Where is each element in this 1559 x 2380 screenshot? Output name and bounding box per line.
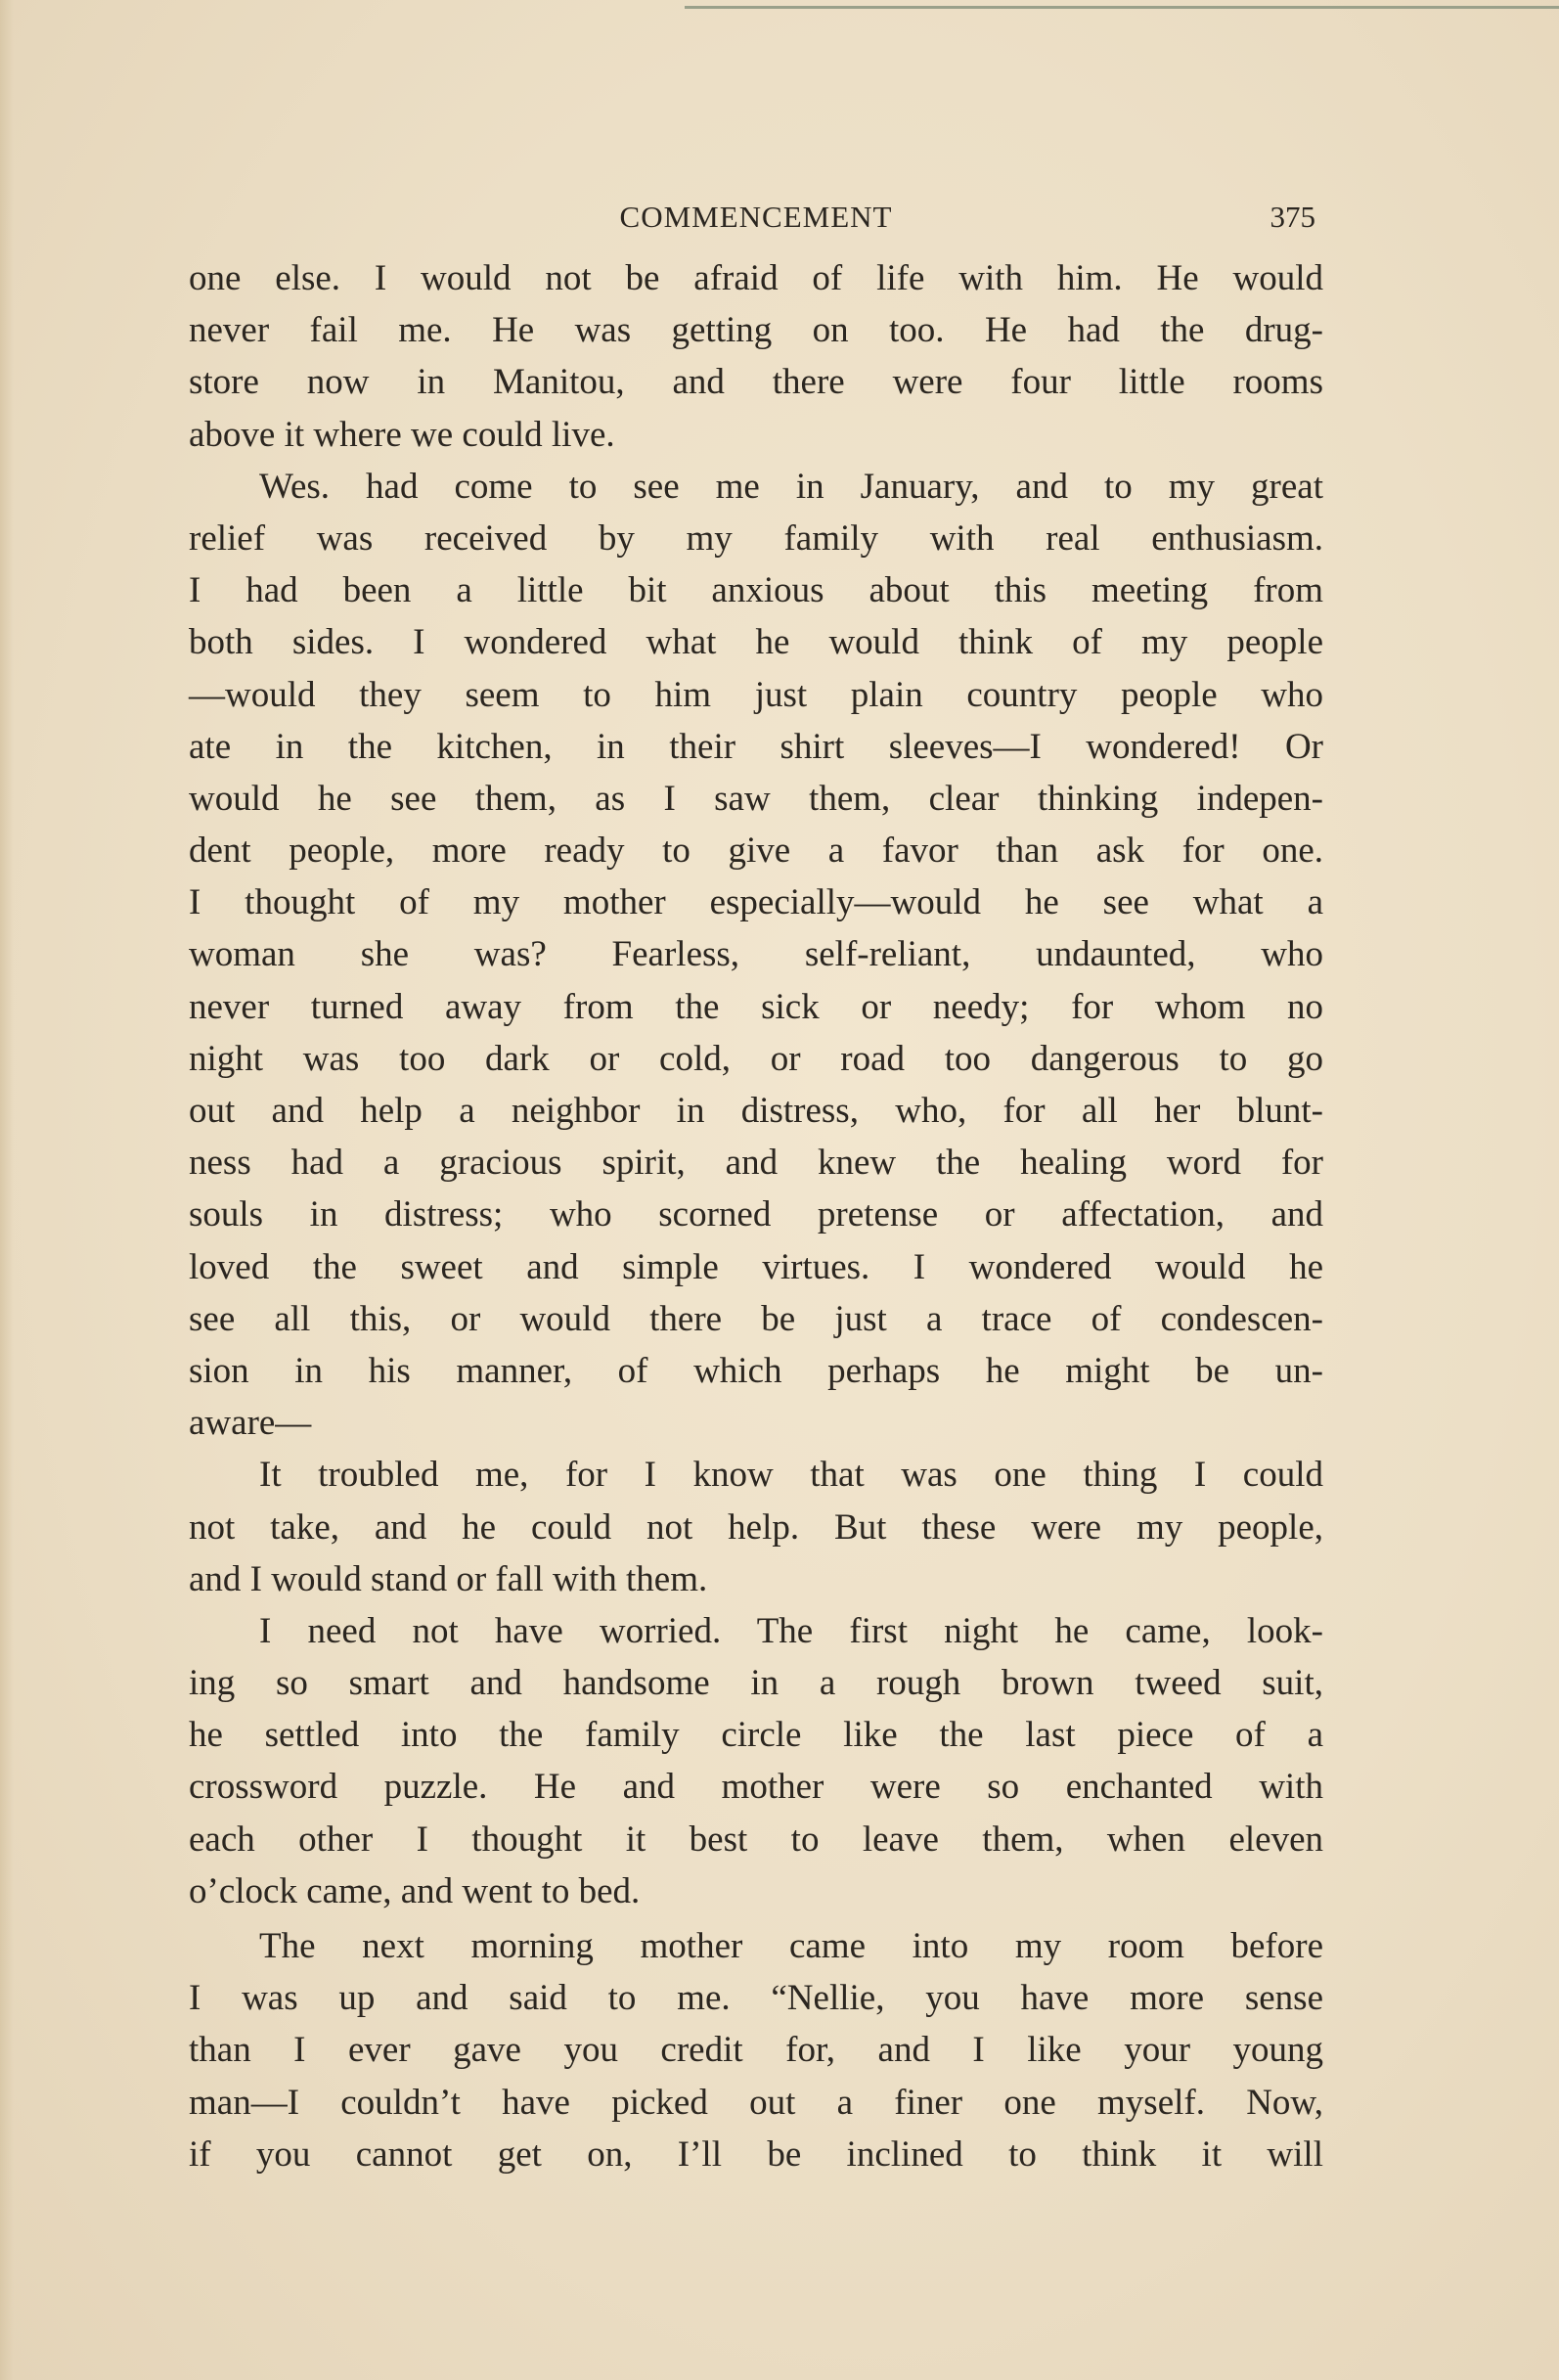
text-line: one else. I would not be afraid of life with him. He would	[189, 258, 1323, 298]
text-line: above it where we could live.	[189, 414, 615, 455]
text-line: ness had a gracious spirit, and knew the healing word for	[189, 1143, 1323, 1184]
text-line: each other I thought it best to leave them, when eleven	[189, 1819, 1323, 1860]
text-line: o’clock came, and went to bed.	[189, 1870, 641, 1911]
text-line: man—I couldn’t have picked out a finer one myself. Now,	[189, 2082, 1323, 2123]
text-line: I had been a little bit anxious about this meeting from	[189, 570, 1323, 611]
text-line: I was up and said to me. “Nellie, you have more sense	[189, 1978, 1323, 2019]
text-line: never fail me. He was getting on too. He had the drug-	[189, 310, 1323, 351]
text-line: ing so smart and handsome in a rough brown tweed suit,	[189, 1663, 1323, 1704]
text-line: he settled into the family circle like the last piece of a	[189, 1715, 1323, 1756]
top-edge-rule	[685, 6, 1559, 9]
text-line: night was too dark or cold, or road too dangerous to go	[189, 1038, 1323, 1079]
text-line: and I would stand or fall with them.	[189, 1558, 708, 1599]
text-line: Wes. had come to see me in January, and to my great	[259, 466, 1323, 507]
text-line: loved the sweet and simple virtues. I wondered would he	[189, 1246, 1323, 1287]
text-line: —would they seem to him just plain country people who	[189, 674, 1323, 715]
text-line: out and help a neighbor in distress, who, for all her blunt-	[189, 1091, 1323, 1131]
text-line: crossword puzzle. He and mother were so enchanted with	[189, 1767, 1323, 1808]
text-line: see all this, or would there be just a trace of condescen-	[189, 1298, 1323, 1339]
running-head	[189, 194, 1323, 241]
text-line: both sides. I wondered what he would think of my people	[189, 622, 1323, 663]
text-line: woman she was? Fearless, self-reliant, undaunted, who	[189, 934, 1323, 975]
body-text	[189, 252, 1323, 2180]
text-line: would he see them, as I saw them, clear thinking indepen-	[189, 778, 1323, 819]
text-line: The next morning mother came into my room before	[259, 1926, 1323, 1966]
text-line: souls in distress; who scorned pretense or affectation, and	[189, 1194, 1323, 1235]
text-line: store now in Manitou, and there were four little rooms	[189, 362, 1323, 403]
text-line: relief was received by my family with real enthusiasm.	[189, 517, 1323, 559]
page-number: 375	[1269, 200, 1315, 234]
text-line: not take, and he could not help. But these were my people,	[189, 1506, 1323, 1548]
page-gutter-shadow	[0, 0, 14, 2380]
text-line: aware—	[189, 1403, 312, 1444]
text-line: sion in his manner, of which perhaps he might be un-	[189, 1350, 1323, 1391]
text-line: I need not have worried. The first night he came, look-	[259, 1610, 1323, 1651]
text-line: never turned away from the sick or needy; for whom no	[189, 986, 1323, 1027]
text-line: I thought of my mother especially—would he see what a	[189, 882, 1323, 923]
text-line: It troubled me, for I know that was one thing I could	[259, 1455, 1323, 1496]
text-line: if you cannot get on, I’ll be inclined to think it will	[189, 2133, 1323, 2175]
text-line: dent people, more ready to give a favor than ask for one.	[189, 831, 1323, 872]
text-line: than I ever gave you credit for, and I like your young	[189, 2030, 1323, 2071]
text-line: ate in the kitchen, in their shirt sleeves—I wondered! Or	[189, 726, 1323, 767]
running-head-title: COMMENCEMENT	[619, 200, 893, 234]
